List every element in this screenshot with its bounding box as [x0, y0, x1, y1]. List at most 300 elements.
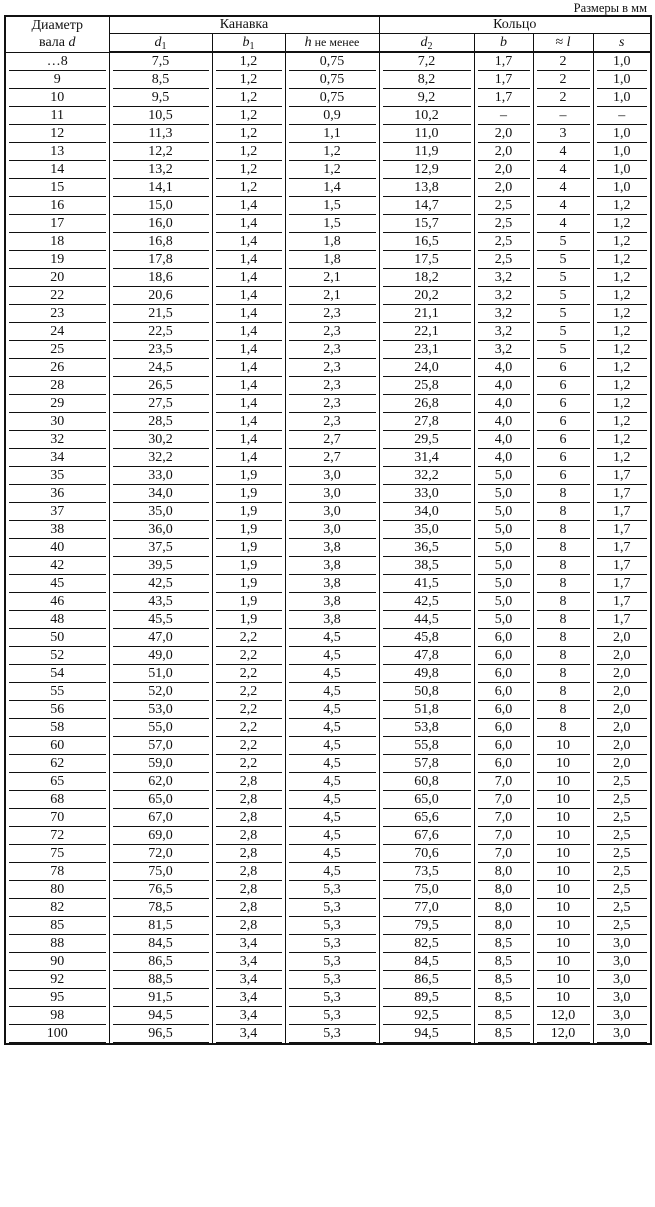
table-cell: 48	[5, 611, 109, 629]
table-row	[5, 863, 651, 881]
table-cell: 19	[5, 251, 109, 269]
table-cell: 4,5	[285, 701, 379, 719]
table-cell: 2,0	[474, 143, 533, 161]
table-cell: 7,0	[474, 845, 533, 863]
table-row	[5, 143, 651, 161]
table-cell: 9,2	[379, 89, 474, 107]
table-cell: 22,1	[379, 323, 474, 341]
table-cell: 42,5	[109, 575, 212, 593]
table-cell: 4,0	[474, 377, 533, 395]
table-row	[5, 485, 651, 503]
table-cell: 58	[5, 719, 109, 737]
table-cell: 49,8	[379, 665, 474, 683]
table-cell: 5,3	[285, 935, 379, 953]
table-cell: 10,5	[109, 107, 212, 125]
table-cell: 1,0	[593, 179, 651, 197]
table-cell: 1,2	[212, 71, 285, 89]
table-cell: 3,8	[285, 575, 379, 593]
table-cell: 86,5	[109, 953, 212, 971]
table-cell: 4,0	[474, 359, 533, 377]
table-cell: 3,8	[285, 539, 379, 557]
table-cell: 5,3	[285, 989, 379, 1007]
table-cell: 3,0	[285, 521, 379, 539]
table-row	[5, 377, 651, 395]
table-cell: 10	[533, 827, 593, 845]
table-cell: 10,2	[379, 107, 474, 125]
table-cell: 8,5	[474, 935, 533, 953]
table-cell: 16	[5, 197, 109, 215]
table-cell: 2,8	[212, 845, 285, 863]
table-cell: 3,4	[212, 1025, 285, 1044]
table-cell: 2,2	[212, 755, 285, 773]
table-cell: 1,2	[212, 52, 285, 71]
table-row	[5, 179, 651, 197]
table-row	[5, 593, 651, 611]
table-cell: 1,2	[593, 341, 651, 359]
table-cell: 2,5	[593, 917, 651, 935]
table-cell: 2,2	[212, 683, 285, 701]
table-cell: 1,2	[593, 323, 651, 341]
table-cell: 2,5	[474, 197, 533, 215]
table-cell: 7,0	[474, 827, 533, 845]
table-cell: 100	[5, 1025, 109, 1044]
table-cell: 6,0	[474, 737, 533, 755]
table-cell: 6	[533, 413, 593, 431]
table-row	[5, 215, 651, 233]
table-cell: 16,5	[379, 233, 474, 251]
table-cell: 88	[5, 935, 109, 953]
table-cell: 10	[533, 737, 593, 755]
table-cell: 47,0	[109, 629, 212, 647]
table-cell: 8	[533, 611, 593, 629]
table-cell: 8,0	[474, 899, 533, 917]
col-s-header: s	[593, 34, 651, 53]
table-cell: 1,8	[285, 251, 379, 269]
table-row	[5, 125, 651, 143]
table-cell: 88,5	[109, 971, 212, 989]
table-cell: 2,0	[474, 161, 533, 179]
table-cell: 18,6	[109, 269, 212, 287]
table-cell: 43,5	[109, 593, 212, 611]
table-cell: 3,0	[285, 485, 379, 503]
table-cell: 72	[5, 827, 109, 845]
table-row	[5, 845, 651, 863]
table-cell: 1,7	[593, 485, 651, 503]
table-cell: 1,2	[593, 287, 651, 305]
table-cell: 1,5	[285, 215, 379, 233]
table-cell: 62,0	[109, 773, 212, 791]
table-cell: 2,0	[593, 755, 651, 773]
table-cell: 70	[5, 809, 109, 827]
table-cell: 8	[533, 701, 593, 719]
table-cell: 50	[5, 629, 109, 647]
table-cell: 1,1	[285, 125, 379, 143]
table-row	[5, 629, 651, 647]
table-cell: 20,2	[379, 287, 474, 305]
table-cell: 1,9	[212, 539, 285, 557]
table-row	[5, 449, 651, 467]
table-cell: 3,0	[285, 503, 379, 521]
table-row	[5, 431, 651, 449]
table-cell: 5,0	[474, 503, 533, 521]
table-cell: 6,0	[474, 647, 533, 665]
table-cell: 1,4	[212, 269, 285, 287]
table-cell: 2,3	[285, 305, 379, 323]
table-cell: 10	[533, 971, 593, 989]
table-cell: 92,5	[379, 1007, 474, 1025]
col-d2-header: $d_2$	[379, 34, 474, 53]
table-cell: 4,0	[474, 431, 533, 449]
table-cell: 75	[5, 845, 109, 863]
table-cell: 5,3	[285, 917, 379, 935]
table-cell: 25,8	[379, 377, 474, 395]
table-cell: 1,2	[593, 377, 651, 395]
table-cell: 3,0	[593, 1007, 651, 1025]
table-cell: 54	[5, 665, 109, 683]
table-cell: 31,4	[379, 449, 474, 467]
units-note: Размеры в мм	[573, 1, 647, 15]
table-cell: 35,0	[379, 521, 474, 539]
table-cell: 2,8	[212, 773, 285, 791]
table-cell: 5	[533, 233, 593, 251]
table-cell: 3,2	[474, 287, 533, 305]
table-cell: 8,0	[474, 881, 533, 899]
table-cell: 23	[5, 305, 109, 323]
table-cell: 8,0	[474, 917, 533, 935]
table-cell: 51,8	[379, 701, 474, 719]
table-cell: 5,0	[474, 593, 533, 611]
table-cell: 6	[533, 431, 593, 449]
table-cell: 3,4	[212, 989, 285, 1007]
table-cell: 1,2	[593, 413, 651, 431]
table-cell: 3,0	[593, 935, 651, 953]
table-cell: 10	[533, 953, 593, 971]
table-cell: 1,9	[212, 503, 285, 521]
table-cell: 8	[533, 683, 593, 701]
table-cell: 24,0	[379, 359, 474, 377]
table-cell: 1,2	[593, 215, 651, 233]
table-cell: 3,4	[212, 1007, 285, 1025]
table-cell: 3,0	[285, 467, 379, 485]
table-cell: 5,0	[474, 521, 533, 539]
table-cell: 1,4	[212, 413, 285, 431]
col-l-header: ≈ l	[533, 34, 593, 53]
table-cell: 2,0	[593, 737, 651, 755]
table-cell: 8	[533, 593, 593, 611]
table-cell: 95	[5, 989, 109, 1007]
shaft-diameter-header: Диаметр вала d	[5, 16, 109, 52]
table-cell: 2,5	[593, 899, 651, 917]
table-cell: 55,0	[109, 719, 212, 737]
table-cell: 2,0	[593, 719, 651, 737]
table-cell: 2,7	[285, 449, 379, 467]
table-cell: 1,2	[593, 305, 651, 323]
table-cell: 15,7	[379, 215, 474, 233]
table-cell: 1,4	[212, 233, 285, 251]
table-row	[5, 683, 651, 701]
table-cell: 5,0	[474, 611, 533, 629]
table-cell: 90	[5, 953, 109, 971]
table-cell: 1,9	[212, 593, 285, 611]
table-row	[5, 161, 651, 179]
table-cell: 42,5	[379, 593, 474, 611]
table-cell: 38	[5, 521, 109, 539]
table-cell: 20,6	[109, 287, 212, 305]
table-cell: 2,3	[285, 359, 379, 377]
table-cell: 5	[533, 305, 593, 323]
table-cell: 6,0	[474, 755, 533, 773]
table-cell: 17,8	[109, 251, 212, 269]
table-cell: 5	[533, 323, 593, 341]
table-cell: 10	[533, 755, 593, 773]
table-cell: 11	[5, 107, 109, 125]
table-cell: 1,4	[212, 431, 285, 449]
table-cell: 5,0	[474, 539, 533, 557]
table-cell: 7,2	[379, 52, 474, 71]
table-cell: 45,8	[379, 629, 474, 647]
table-cell: 22,5	[109, 323, 212, 341]
table-cell: 36,0	[109, 521, 212, 539]
table-cell: 73,5	[379, 863, 474, 881]
table-cell: 1,0	[593, 71, 651, 89]
table-cell: 4,5	[285, 809, 379, 827]
table-cell: 2,0	[474, 179, 533, 197]
table-cell: 2,7	[285, 431, 379, 449]
table-cell: 27,5	[109, 395, 212, 413]
table-cell: 67,6	[379, 827, 474, 845]
table-row	[5, 881, 651, 899]
col-d1-header: $d_1$	[109, 34, 212, 53]
table-cell: 1,7	[593, 557, 651, 575]
table-row	[5, 1025, 651, 1044]
table-cell: 2	[533, 52, 593, 71]
table-cell: 79,5	[379, 917, 474, 935]
table-cell: 8	[533, 629, 593, 647]
table-cell: 2,1	[285, 269, 379, 287]
table-cell: 6,0	[474, 665, 533, 683]
table-cell: 1,0	[593, 52, 651, 71]
table-cell: 86,5	[379, 971, 474, 989]
table-cell: 1,0	[593, 161, 651, 179]
table-cell: 1,2	[212, 107, 285, 125]
table-cell: 3,0	[593, 971, 651, 989]
table-cell: 2,5	[593, 773, 651, 791]
table-cell: 2,5	[474, 215, 533, 233]
table-cell: 6,0	[474, 719, 533, 737]
table-cell: 1,4	[212, 215, 285, 233]
table-cell: 6,0	[474, 683, 533, 701]
table-cell: 55,8	[379, 737, 474, 755]
table-cell: 1,2	[212, 89, 285, 107]
table-cell: 5,3	[285, 881, 379, 899]
table-cell: 8	[533, 719, 593, 737]
table-cell: 7,0	[474, 773, 533, 791]
table-cell: 46	[5, 593, 109, 611]
table-cell: 0,9	[285, 107, 379, 125]
table-cell: 11,3	[109, 125, 212, 143]
table-cell: 1,7	[593, 593, 651, 611]
table-row	[5, 701, 651, 719]
table-cell: 2,8	[212, 899, 285, 917]
table-cell: 36	[5, 485, 109, 503]
table-row	[5, 827, 651, 845]
table-row	[5, 611, 651, 629]
table-cell: 1,2	[212, 179, 285, 197]
table-cell: 78	[5, 863, 109, 881]
table-cell: 42	[5, 557, 109, 575]
table-cell: 3,2	[474, 323, 533, 341]
table-cell: 94,5	[109, 1007, 212, 1025]
table-cell: 77,0	[379, 899, 474, 917]
table-cell: 4,5	[285, 665, 379, 683]
table-cell: 6	[533, 395, 593, 413]
table-cell: 1,9	[212, 467, 285, 485]
table-cell: 35,0	[109, 503, 212, 521]
table-cell: 7,0	[474, 809, 533, 827]
table-cell: 8	[533, 575, 593, 593]
table-cell: 10	[533, 899, 593, 917]
table-cell: 96,5	[109, 1025, 212, 1044]
table-cell: 18,2	[379, 269, 474, 287]
table-cell: 3,2	[474, 269, 533, 287]
table-cell: 4	[533, 197, 593, 215]
table-body	[5, 52, 651, 1044]
table-cell: 3,8	[285, 611, 379, 629]
table-cell: 2,3	[285, 323, 379, 341]
table-cell: 5	[533, 287, 593, 305]
table-cell: 40	[5, 539, 109, 557]
table-cell: 7,0	[474, 791, 533, 809]
table-cell: 5,0	[474, 485, 533, 503]
table-row	[5, 575, 651, 593]
table-cell: 1,0	[593, 143, 651, 161]
table-cell: 29,5	[379, 431, 474, 449]
table-cell: 8	[533, 539, 593, 557]
table-row	[5, 935, 651, 953]
table-cell: 1,8	[285, 233, 379, 251]
table-cell: 1,9	[212, 521, 285, 539]
table-cell: 1,7	[474, 52, 533, 71]
table-cell: 10	[533, 845, 593, 863]
table-cell: 29	[5, 395, 109, 413]
table-cell: 34,0	[379, 503, 474, 521]
table-cell: 1,9	[212, 557, 285, 575]
table-cell: 2,0	[593, 683, 651, 701]
table-cell: 10	[533, 917, 593, 935]
table-cell: 15	[5, 179, 109, 197]
table-cell: 0,75	[285, 89, 379, 107]
table-cell: 6	[533, 359, 593, 377]
table-cell: 65,0	[109, 791, 212, 809]
table-row	[5, 737, 651, 755]
table-cell: 56	[5, 701, 109, 719]
table-cell: 3,4	[212, 935, 285, 953]
table-cell: 0,75	[285, 71, 379, 89]
table-cell: 1,2	[285, 143, 379, 161]
ring-header: Кольцо	[379, 16, 651, 34]
table-cell: 75,0	[109, 863, 212, 881]
table-cell: 4,5	[285, 719, 379, 737]
table-cell: 5,3	[285, 953, 379, 971]
table-cell: 53,8	[379, 719, 474, 737]
table-cell: 13,2	[109, 161, 212, 179]
table-row	[5, 413, 651, 431]
table-cell: 1,2	[212, 161, 285, 179]
table-cell: 69,0	[109, 827, 212, 845]
table-cell: 37	[5, 503, 109, 521]
table-cell: 11,0	[379, 125, 474, 143]
table-cell: 60	[5, 737, 109, 755]
table-cell: 49,0	[109, 647, 212, 665]
table-cell: 21,1	[379, 305, 474, 323]
table-cell: 44,5	[379, 611, 474, 629]
table-cell: 2,2	[212, 737, 285, 755]
table-cell: 8	[533, 665, 593, 683]
table-cell: 4,5	[285, 827, 379, 845]
table-cell: 52,0	[109, 683, 212, 701]
table-cell: 2,2	[212, 665, 285, 683]
table-row	[5, 323, 651, 341]
table-cell: 2,8	[212, 827, 285, 845]
table-cell: 2,5	[593, 791, 651, 809]
table-cell: 8,2	[379, 71, 474, 89]
table-cell: 10	[533, 809, 593, 827]
table-cell: 1,2	[593, 233, 651, 251]
table-cell: 2,0	[593, 629, 651, 647]
table-cell: 2,8	[212, 881, 285, 899]
table-cell: 33,0	[379, 485, 474, 503]
table-cell: 34	[5, 449, 109, 467]
table-cell: 4,5	[285, 737, 379, 755]
table-cell: 91,5	[109, 989, 212, 1007]
table-cell: 12,0	[533, 1025, 593, 1044]
table-cell: 6,0	[474, 701, 533, 719]
table-cell: 1,7	[593, 467, 651, 485]
table-row	[5, 395, 651, 413]
table-row	[5, 503, 651, 521]
table-cell: 39,5	[109, 557, 212, 575]
table-cell: 6	[533, 449, 593, 467]
table-cell: 45,5	[109, 611, 212, 629]
table-cell: 6	[533, 377, 593, 395]
table-cell: 1,4	[212, 197, 285, 215]
table-cell: 4,5	[285, 773, 379, 791]
table-cell: 8,5	[474, 971, 533, 989]
table-cell: 27,8	[379, 413, 474, 431]
table-cell: 1,9	[212, 575, 285, 593]
table-cell: 1,4	[212, 287, 285, 305]
table-row	[5, 107, 651, 125]
table-cell: 9,5	[109, 89, 212, 107]
table-cell: 37,5	[109, 539, 212, 557]
table-cell: 1,7	[593, 611, 651, 629]
table-row	[5, 359, 651, 377]
table-row	[5, 809, 651, 827]
table-cell: 1,4	[212, 305, 285, 323]
table-cell: 36,5	[379, 539, 474, 557]
table-row	[5, 953, 651, 971]
table-cell: 2,0	[474, 125, 533, 143]
table-cell: 30	[5, 413, 109, 431]
table-row	[5, 719, 651, 737]
table-cell: 8	[533, 521, 593, 539]
table-cell: 4,5	[285, 791, 379, 809]
table-cell: 5,3	[285, 971, 379, 989]
table-cell: 1,2	[593, 269, 651, 287]
table-cell: 1,4	[212, 395, 285, 413]
table-row	[5, 89, 651, 107]
table-row	[5, 665, 651, 683]
